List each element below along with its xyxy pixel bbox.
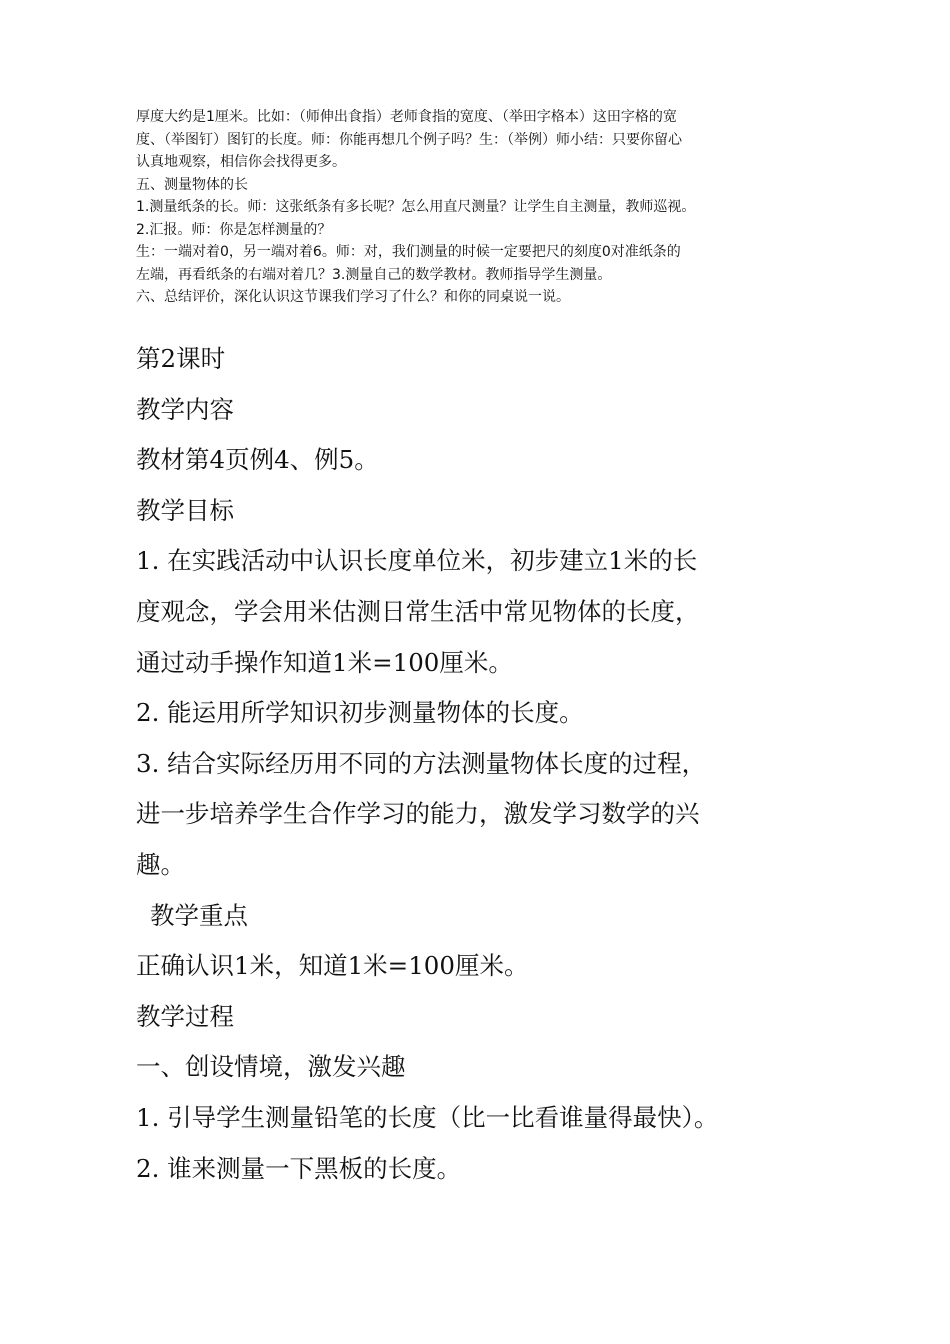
intro-line: 生：一端对着0，另一端对着6。师：对，我们测量的时候一定要把尺的刻度0对准纸条的 <box>136 244 681 260</box>
intro-text-block <box>136 106 826 309</box>
intro-line: 2.汇报。师：你是怎样测量的？ <box>136 221 332 238</box>
step-1-item: 1. 引导学生测量铅笔的长度（比一比看谁量得最快）。 <box>136 1102 719 1132</box>
goal-3-line: 趣。 <box>136 849 185 879</box>
key-text: 正确认识1米，知道1米=100厘米。 <box>136 951 529 981</box>
process-heading: 教学过程 <box>136 1001 234 1031</box>
intro-line: 认真地观察，相信你会找得更多。 <box>136 154 346 170</box>
goal-1-line: 度观念，学会用米估测日常生活中常见物体的长度， <box>136 596 700 626</box>
section-heading-six: 六、总结评价，深化认识这节课我们学习了什么？和你的同桌说一说。 <box>136 289 570 305</box>
goal-3-line: 进一步培养学生合作学习的能力，激发学习数学的兴 <box>136 799 700 829</box>
intro-line: 左端，再看纸条的右端对着几？3.测量自己的数学教材。教师指导学生测量。 <box>136 266 612 283</box>
intro-line: 1.测量纸条的长。师：这张纸条有多长呢？怎么用直尺测量？让学生自主测量，教师巡视。 <box>136 199 696 215</box>
intro-line: 度、（举图钉）图钉的长度。师：你能再想几个例子吗？生：（举例）师小结：只要你留心 <box>136 131 682 148</box>
step-1-item: 2. 谁来测量一下黑板的长度。 <box>136 1153 462 1183</box>
goal-3-line: 3. 结合实际经历用不同的方法测量物体长度的过程， <box>136 748 707 778</box>
content-heading: 教学内容 <box>136 394 234 424</box>
step-1-heading: 一、创设情境，激发兴趣 <box>136 1052 406 1082</box>
key-heading: 教学重点 <box>150 900 248 930</box>
goal-2: 2. 能运用所学知识初步测量物体的长度。 <box>136 698 584 728</box>
intro-line: 厚度大约是1厘米。比如：（师伸出食指）老师食指的宽度、（举田字格本）这田字格的宽 <box>136 109 677 125</box>
lesson-title: 第2课时 <box>136 344 226 373</box>
section-heading-five: 五、测量物体的长 <box>136 176 248 193</box>
goals-heading: 教学目标 <box>136 495 234 525</box>
lesson-block <box>136 334 836 1194</box>
content-text: 教材第4页例4、例5。 <box>136 445 379 475</box>
goal-1-line: 1. 在实践活动中认识长度单位米，初步建立1米的长 <box>136 546 698 576</box>
goal-1-line: 通过动手操作知道1米=100厘米。 <box>136 647 513 677</box>
